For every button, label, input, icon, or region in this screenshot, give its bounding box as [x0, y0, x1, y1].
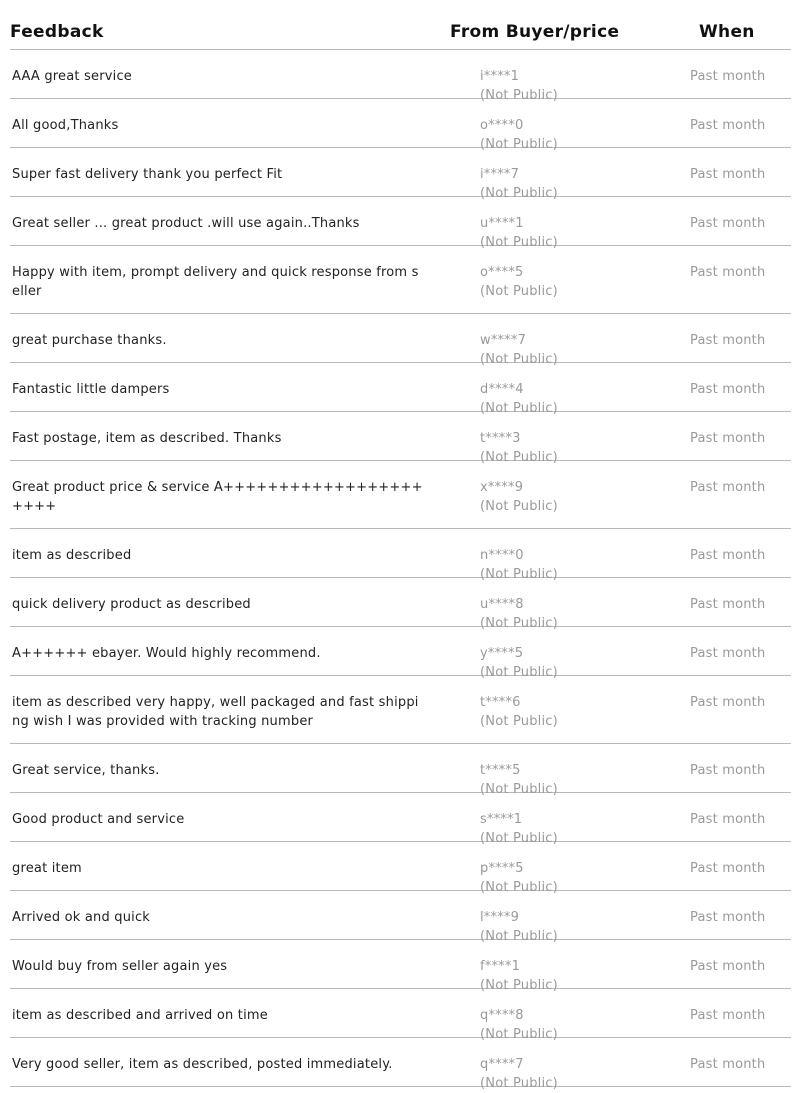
table-row	[10, 314, 791, 367]
table-row	[10, 461, 791, 529]
table-row	[10, 50, 791, 103]
table-row	[10, 197, 791, 250]
table-row	[10, 148, 791, 201]
buyer-id: n****0	[480, 548, 524, 563]
buyer-id: t****3	[480, 431, 521, 446]
visibility-label: (Not Public)	[480, 235, 558, 250]
feedback-date: Past month	[690, 167, 766, 182]
visibility-label: (Not Public)	[480, 616, 558, 631]
table-row	[10, 1038, 791, 1091]
table-row	[10, 578, 791, 631]
feedback-comment: Would buy from seller again yes	[12, 959, 228, 974]
visibility-label: (Not Public)	[480, 567, 558, 582]
table-row	[10, 246, 791, 314]
table-row	[10, 99, 791, 152]
table-row	[10, 676, 791, 744]
feedback-comment: Great product price & service A++++++++++++++++++++++	[12, 480, 423, 514]
feedback-date: Past month	[690, 265, 766, 280]
feedback-date: Past month	[690, 382, 766, 397]
buyer-id: l****9	[480, 910, 520, 925]
feedback-comment: Fantastic little dampers	[12, 382, 170, 397]
visibility-label: (Not Public)	[480, 88, 558, 103]
feedback-date: Past month	[690, 216, 766, 231]
visibility-label: (Not Public)	[480, 782, 558, 797]
feedback-comment: item as described	[12, 548, 132, 563]
buyer-id: q****8	[480, 1008, 524, 1023]
feedback-comment: All good,Thanks	[12, 118, 119, 133]
feedback-date: Past month	[690, 431, 766, 446]
feedback-date: Past month	[690, 480, 766, 495]
feedback-comment: item as described very happy, well packaged and fast shipping wish I was provided with tracking number	[12, 695, 419, 729]
feedback-comment: quick delivery product as described	[12, 597, 251, 612]
feedback-comment: item as described and arrived on time	[12, 1008, 268, 1023]
buyer-cell	[480, 1055, 558, 1093]
table-row	[10, 940, 791, 993]
buyer-id: i****1	[480, 69, 520, 84]
feedback-comment: Fast postage, item as described. Thanks	[12, 431, 282, 446]
visibility-label: (Not Public)	[480, 352, 558, 367]
feedback-date: Past month	[690, 910, 766, 925]
buyer-id: w****7	[480, 333, 527, 348]
table-header	[10, 0, 791, 50]
column-header-from-buyer-price[interactable]: From Buyer/price	[450, 22, 620, 42]
feedback-comment: A++++++ ebayer. Would highly recommend.	[12, 646, 321, 661]
visibility-label: (Not Public)	[480, 1076, 558, 1091]
visibility-label: (Not Public)	[480, 137, 558, 152]
buyer-id: t****6	[480, 695, 521, 710]
buyer-id: f****1	[480, 959, 521, 974]
visibility-label: (Not Public)	[480, 450, 558, 465]
visibility-label: (Not Public)	[480, 929, 558, 944]
buyer-cell	[480, 693, 558, 731]
column-header-feedback[interactable]: Feedback	[10, 22, 104, 42]
feedback-comment: Great service, thanks.	[12, 763, 160, 778]
feedback-date: Past month	[690, 597, 766, 612]
buyer-cell	[480, 263, 558, 301]
feedback-date: Past month	[690, 763, 766, 778]
buyer-id: u****1	[480, 216, 524, 231]
feedback-date: Past month	[690, 1057, 766, 1072]
feedback-comment: Super fast delivery thank you perfect Fit	[12, 167, 283, 182]
buyer-id: q****7	[480, 1057, 524, 1072]
buyer-id: u****8	[480, 597, 524, 612]
feedback-date: Past month	[690, 812, 766, 827]
feedback-date: Past month	[690, 1008, 766, 1023]
feedback-date: Past month	[690, 959, 766, 974]
visibility-label: (Not Public)	[480, 880, 558, 895]
feedback-table	[10, 0, 791, 1091]
visibility-label: (Not Public)	[480, 714, 558, 729]
table-row	[10, 627, 791, 680]
column-header-when[interactable]: When	[699, 22, 755, 42]
table-row	[10, 793, 791, 846]
feedback-comment: Good product and service	[12, 812, 185, 827]
feedback-comment: Arrived ok and quick	[12, 910, 151, 925]
feedback-comment: Happy with item, prompt delivery and quick response from seller	[12, 265, 419, 299]
buyer-id: t****5	[480, 763, 521, 778]
buyer-id: d****4	[480, 382, 524, 397]
feedback-comment: great purchase thanks.	[12, 333, 167, 348]
feedback-comment: Great seller ... great product .will use again..Thanks	[12, 216, 360, 231]
buyer-id: y****5	[480, 646, 524, 661]
visibility-label: (Not Public)	[480, 499, 558, 514]
feedback-rows	[10, 50, 791, 1091]
table-row	[10, 891, 791, 944]
feedback-date: Past month	[690, 695, 766, 710]
buyer-id: o****0	[480, 118, 524, 133]
buyer-id: i****7	[480, 167, 520, 182]
feedback-comment: Very good seller, item as described, posted immediately.	[12, 1057, 393, 1072]
visibility-label: (Not Public)	[480, 978, 558, 993]
table-row	[10, 412, 791, 465]
visibility-label: (Not Public)	[480, 284, 558, 299]
buyer-id: p****5	[480, 861, 524, 876]
feedback-date: Past month	[690, 646, 766, 661]
table-row	[10, 529, 791, 582]
visibility-label: (Not Public)	[480, 186, 558, 201]
visibility-label: (Not Public)	[480, 1027, 558, 1042]
buyer-id: o****5	[480, 265, 524, 280]
feedback-date: Past month	[690, 548, 766, 563]
visibility-label: (Not Public)	[480, 665, 558, 680]
table-row	[10, 842, 791, 895]
feedback-date: Past month	[690, 861, 766, 876]
visibility-label: (Not Public)	[480, 831, 558, 846]
feedback-comment: great item	[12, 861, 82, 876]
feedback-date: Past month	[690, 333, 766, 348]
table-row	[10, 989, 791, 1042]
table-row	[10, 363, 791, 416]
table-row	[10, 744, 791, 797]
buyer-id: s****1	[480, 812, 523, 827]
feedback-date: Past month	[690, 118, 766, 133]
feedback-comment: AAA great service	[12, 69, 133, 84]
buyer-cell	[480, 478, 558, 516]
visibility-label: (Not Public)	[480, 401, 558, 416]
feedback-date: Past month	[690, 69, 766, 84]
buyer-id: x****9	[480, 480, 524, 495]
